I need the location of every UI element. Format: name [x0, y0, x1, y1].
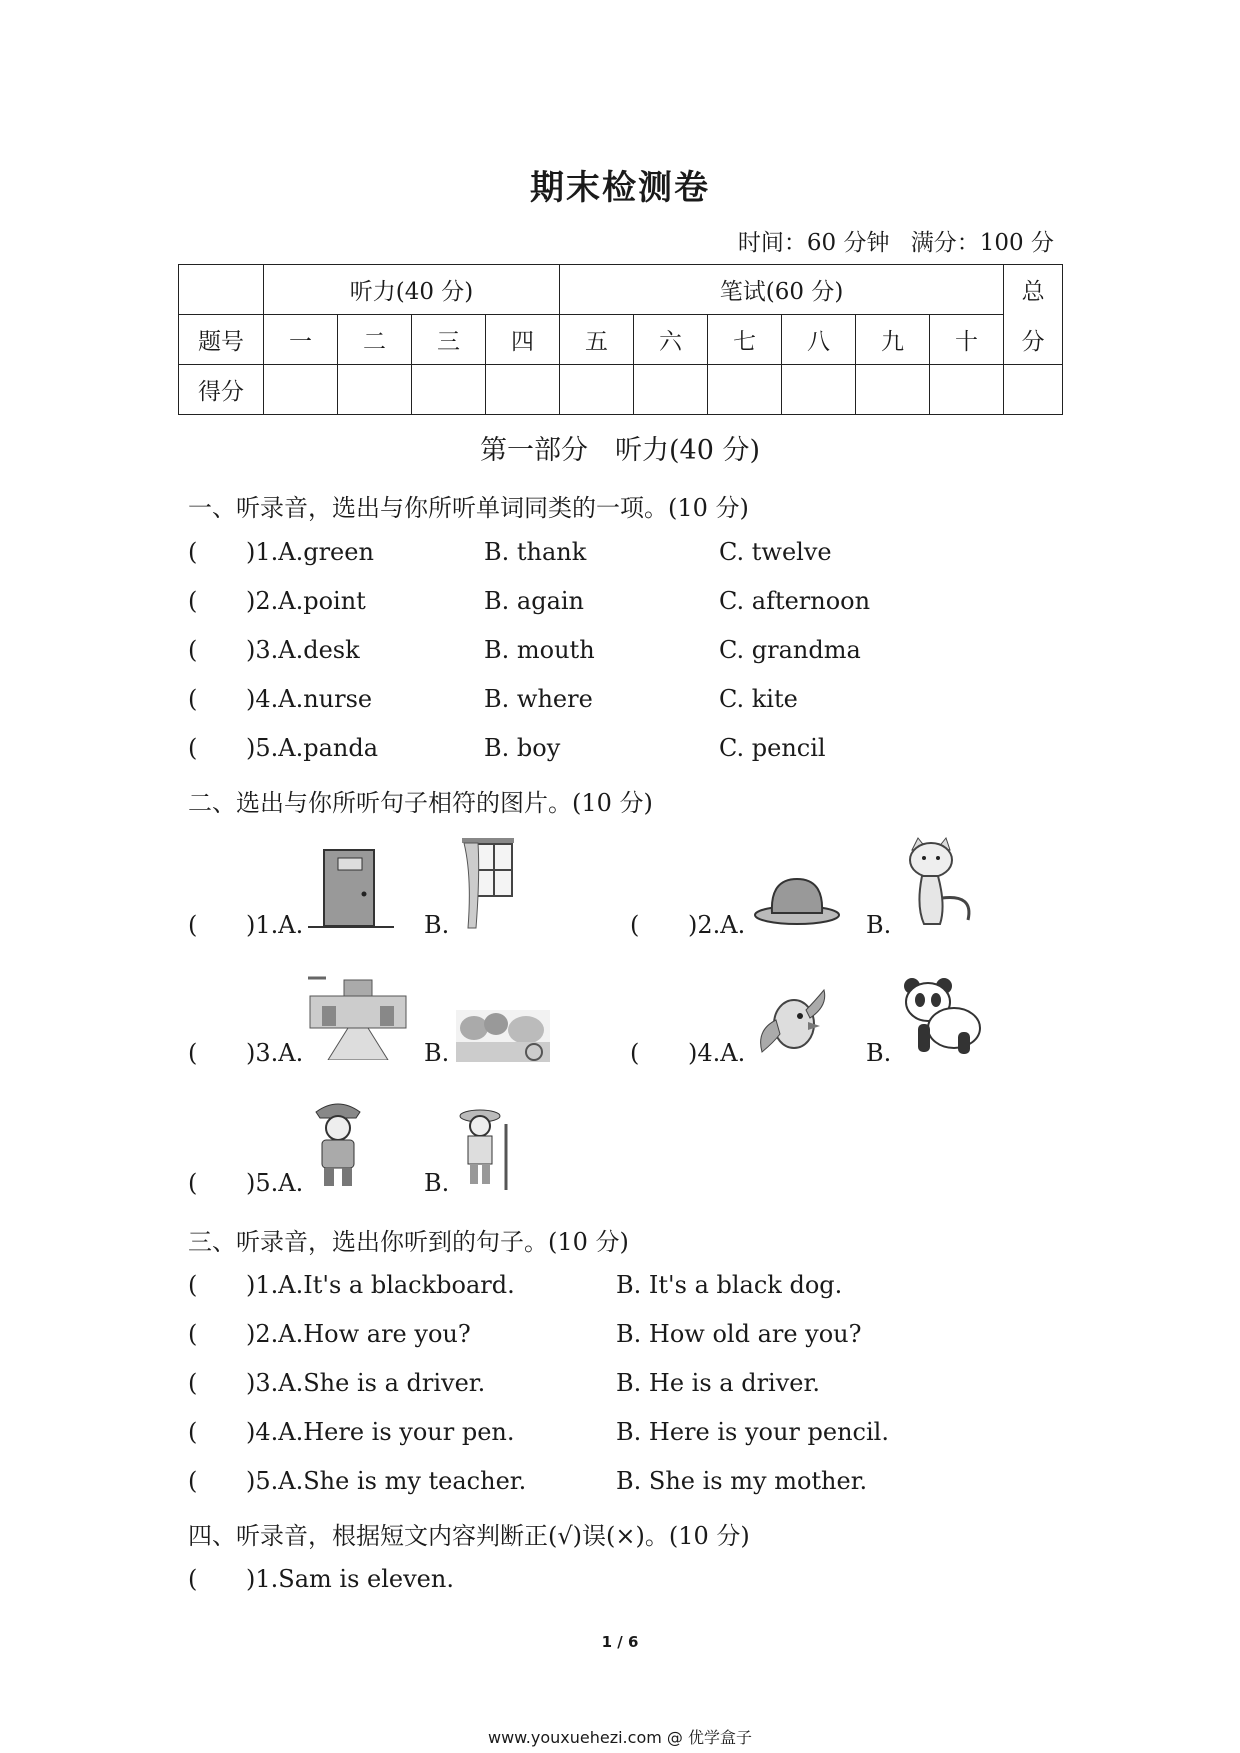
- s2-q3-option-a: )3.A.: [246, 1039, 304, 1067]
- q-no: 三: [412, 315, 486, 365]
- s1-q5-option-b: B. boy: [484, 734, 561, 762]
- hat-picture: [752, 873, 842, 929]
- s2-q2-option-a: )2.A.: [688, 911, 746, 939]
- listening-header: 听力(40 分): [264, 265, 560, 315]
- answer-paren[interactable]: (: [188, 1369, 198, 1397]
- score-cell[interactable]: [856, 365, 930, 415]
- score-cell[interactable]: [708, 365, 782, 415]
- s2-q5-option-a: )5.A.: [246, 1169, 304, 1197]
- q-no: 四: [486, 315, 560, 365]
- police-officer-picture: [310, 1096, 366, 1190]
- s1-q4-option-b: B. where: [484, 685, 593, 713]
- exam-meta: [724, 224, 1054, 257]
- section-4-heading: 四、听录音，根据短文内容判断正(√)误(×)。(10 分): [188, 1522, 750, 1550]
- answer-paren[interactable]: (: [188, 685, 198, 713]
- answer-paren[interactable]: (: [188, 1467, 198, 1495]
- q-no: 八: [782, 315, 856, 365]
- s1-q3-option-c: C. grandma: [719, 636, 861, 664]
- q-no: 二: [338, 315, 412, 365]
- s1-q4-option-c: C. kite: [719, 685, 798, 713]
- s1-q4-option-a: )4.A.nurse: [246, 685, 373, 713]
- s3-q1-option-a: )1.A.It's a blackboard.: [246, 1271, 515, 1299]
- s4-q1-statement: )1.Sam is eleven.: [246, 1565, 454, 1593]
- q-no: 五: [560, 315, 634, 365]
- s3-q4-option-b: B. Here is your pencil.: [616, 1418, 889, 1446]
- answer-paren[interactable]: (: [188, 1271, 198, 1299]
- s1-q5-option-c: C. pencil: [719, 734, 826, 762]
- s1-q1-option-b: B. thank: [484, 538, 587, 566]
- answer-paren[interactable]: (: [188, 1565, 198, 1593]
- q-no: 十: [930, 315, 1004, 365]
- s2-q2-option-b: B.: [866, 911, 892, 939]
- q-no: 六: [634, 315, 708, 365]
- score-cell[interactable]: [560, 365, 634, 415]
- window-picture: [458, 836, 518, 934]
- answer-paren[interactable]: (: [188, 538, 198, 566]
- s1-q5-option-a: )5.A.panda: [246, 734, 379, 762]
- s1-q2-option-c: C. afternoon: [719, 587, 871, 615]
- s3-q3-option-a: )3.A.She is a driver.: [246, 1369, 486, 1397]
- s1-q1-option-c: C. twelve: [719, 538, 832, 566]
- answer-paren[interactable]: (: [188, 1320, 198, 1348]
- answer-paren[interactable]: (: [188, 587, 198, 615]
- farmer-picture: [456, 1104, 520, 1192]
- footer-site: www.youxuehezi.com @ 优学盒子: [488, 1728, 752, 1747]
- s2-q3-option-b: B.: [424, 1039, 450, 1067]
- s3-q1-option-b: B. It's a black dog.: [616, 1271, 843, 1299]
- q-no: 九: [856, 315, 930, 365]
- score-cell[interactable]: [634, 365, 708, 415]
- section-2-heading: 二、选出与你所听句子相符的图片。(10 分): [188, 789, 653, 817]
- q-no: 七: [708, 315, 782, 365]
- score-cell[interactable]: [264, 365, 338, 415]
- s2-q4-option-a: )4.A.: [688, 1039, 746, 1067]
- section-1-heading: 一、听录音，选出与你所听单词同类的一项。(10 分): [188, 494, 749, 522]
- bird-picture: [754, 986, 830, 1058]
- answer-paren[interactable]: (: [188, 636, 198, 664]
- cat-picture: [898, 836, 978, 934]
- exam-full-score: 满分：100 分: [910, 230, 1054, 256]
- score-table: [178, 264, 1063, 415]
- score-cell[interactable]: [338, 365, 412, 415]
- table-corner-cell: [179, 265, 264, 315]
- score-cell[interactable]: [412, 365, 486, 415]
- row-label-number: 题号: [179, 315, 264, 365]
- s3-q5-option-b: B. She is my mother.: [616, 1467, 868, 1495]
- s1-q3-option-b: B. mouth: [484, 636, 595, 664]
- page-title: 期末检测卷: [530, 168, 710, 208]
- s2-q1-option-b: B.: [424, 911, 450, 939]
- part-one-heading: 第一部分 听力(40 分): [479, 435, 760, 466]
- s1-q1-option-a: )1.A.green: [246, 538, 374, 566]
- exam-time: 时间：60 分钟: [737, 230, 890, 256]
- answer-paren[interactable]: (: [630, 911, 640, 939]
- answer-paren[interactable]: (: [188, 1418, 198, 1446]
- total-score-cell[interactable]: [1004, 365, 1063, 415]
- panda-picture: [900, 976, 984, 1058]
- page-number: 1 / 6: [601, 1633, 639, 1651]
- s3-q3-option-b: B. He is a driver.: [616, 1369, 820, 1397]
- total-header-bottom: 分: [1004, 315, 1063, 365]
- total-header-top: 总: [1004, 265, 1063, 315]
- answer-paren[interactable]: (: [188, 1169, 198, 1197]
- s2-q5-option-b: B.: [424, 1169, 450, 1197]
- section-3-heading: 三、听录音，选出你听到的句子。(10 分): [188, 1228, 629, 1256]
- s2-q4-option-b: B.: [866, 1039, 892, 1067]
- park-picture: [456, 1010, 550, 1062]
- s1-q3-option-a: )3.A.desk: [246, 636, 360, 664]
- score-cell[interactable]: [486, 365, 560, 415]
- s3-q2-option-b: B. How old are you?: [616, 1320, 862, 1348]
- score-cell[interactable]: [782, 365, 856, 415]
- answer-paren[interactable]: (: [188, 1039, 198, 1067]
- answer-paren[interactable]: (: [630, 1039, 640, 1067]
- s1-q2-option-b: B. again: [484, 587, 585, 615]
- score-cell[interactable]: [930, 365, 1004, 415]
- row-label-score: 得分: [179, 365, 264, 415]
- q-no: 一: [264, 315, 338, 365]
- s3-q4-option-a: )4.A.Here is your pen.: [246, 1418, 515, 1446]
- s3-q5-option-a: )5.A.She is my teacher.: [246, 1467, 527, 1495]
- s2-q1-option-a: )1.A.: [246, 911, 304, 939]
- s1-q2-option-a: )2.A.point: [246, 587, 366, 615]
- school-picture: [308, 972, 408, 1060]
- answer-paren[interactable]: (: [188, 911, 198, 939]
- door-picture: [308, 846, 394, 930]
- answer-paren[interactable]: (: [188, 734, 198, 762]
- writing-header: 笔试(60 分): [560, 265, 1004, 315]
- s3-q2-option-a: )2.A.How are you?: [246, 1320, 471, 1348]
